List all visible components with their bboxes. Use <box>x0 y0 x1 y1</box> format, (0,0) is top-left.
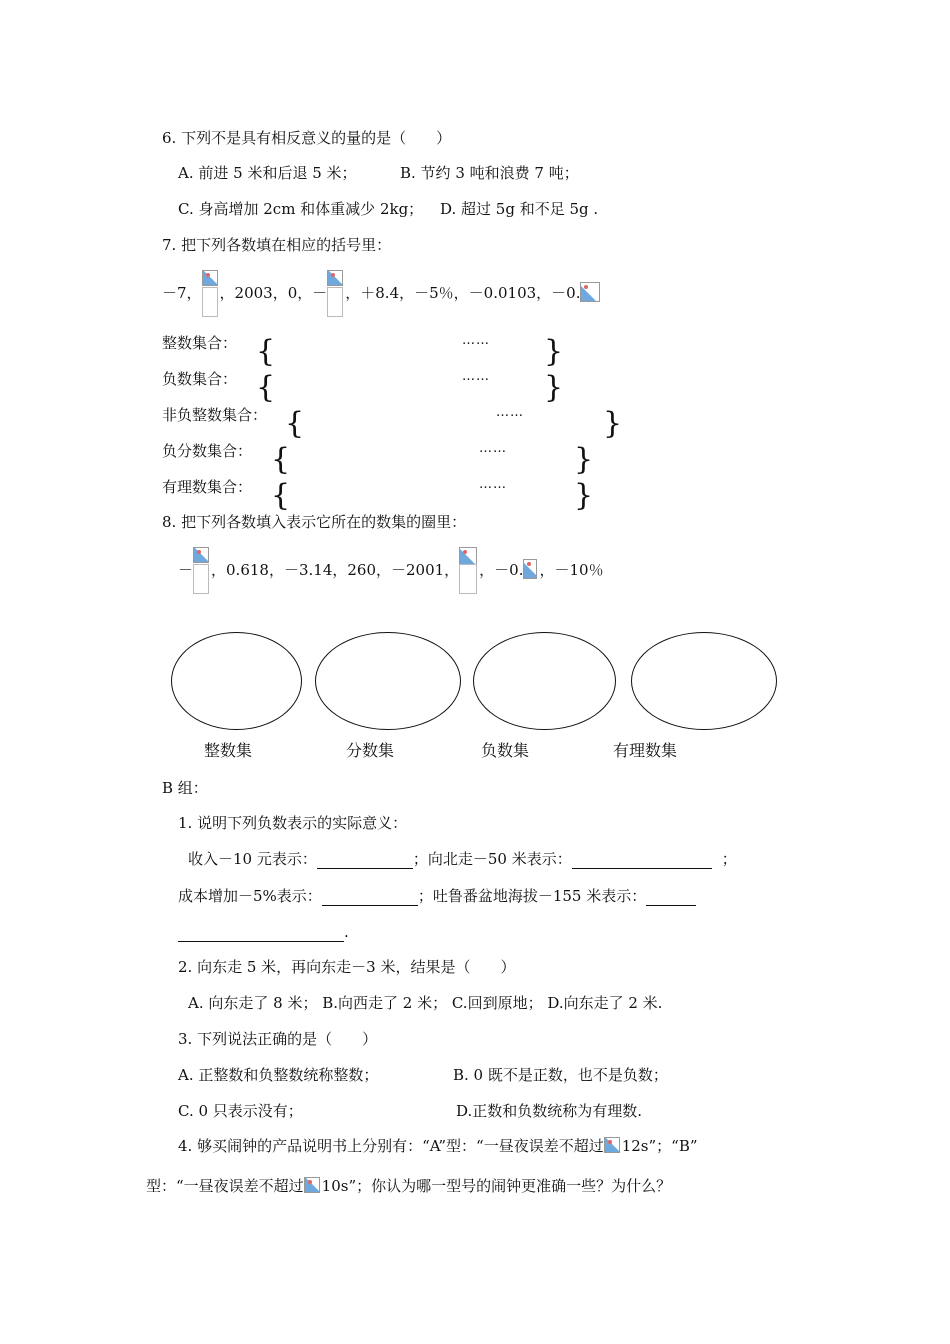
open-brace: { <box>256 370 276 405</box>
b-q1-text: ；吐鲁番盆地海拔－155 米表示： <box>417 887 647 905</box>
b-q4-line2 <box>146 1176 671 1196</box>
q8-num-part4: ，－10％ <box>539 561 604 579</box>
plus-minus-image-icon <box>304 1178 322 1196</box>
nonnegative-integer-set-label: 非负整数集合： <box>162 406 268 424</box>
rational-set-caption: 有理数集 <box>613 741 678 760</box>
answer-blank[interactable] <box>317 852 413 869</box>
open-brace: { <box>271 478 291 513</box>
close-brace: } <box>574 442 594 477</box>
q8-num-part2: ，0.618，－3.14，260，－2001， <box>211 561 460 579</box>
q7-number-list <box>162 283 602 304</box>
ellipsis-dots: …… <box>479 477 507 492</box>
fraction-set-caption: 分数集 <box>346 741 395 760</box>
b-q3-option-b: B. 0 既不是正数，也不是负数； <box>453 1066 668 1084</box>
b-q4-line1 <box>178 1136 698 1156</box>
b-q3-option-c: C. 0 只表示没有； <box>178 1102 303 1120</box>
q6-option-b: B. 节约 3 吨和浪费 7 吨； <box>400 164 579 182</box>
b-q2-options: A. 向东走了 8 米； B.向西走了 2 米； C.回到原地； D.向东走了 2 米. <box>188 994 663 1012</box>
fraction-set-circle <box>315 632 461 730</box>
ellipsis-dots: …… <box>496 405 524 420</box>
plus-minus-image-icon <box>604 1138 622 1156</box>
b-q1-text: ；向北走－50 米表示： <box>412 850 572 868</box>
b-q1-stem: 1. 说明下列负数表示的实际意义： <box>178 814 408 832</box>
integer-set-label: 整数集合： <box>162 334 238 352</box>
repeating-decimal-image-icon <box>523 561 539 581</box>
rational-set-label: 有理数集合： <box>162 478 253 496</box>
q7-num-part2: ，2003，0，－ <box>219 284 328 302</box>
close-brace: } <box>603 406 623 441</box>
open-brace: { <box>271 442 291 477</box>
q8-num-part1: － <box>178 561 194 579</box>
q7-num-part3: ，＋8.4，－5％，－0.0103，－0. <box>345 284 581 302</box>
ellipsis-dots: …… <box>462 333 490 348</box>
b-q1-text: 成本增加－5%表示： <box>178 887 322 905</box>
negative-set-caption: 负数集 <box>481 741 530 760</box>
ellipsis-dots: …… <box>462 369 490 384</box>
q8-num-part3: ，－0. <box>479 561 524 579</box>
fraction-image-icon <box>202 284 220 304</box>
b-q1-text: . <box>344 923 349 941</box>
b-q1-line2 <box>178 886 696 906</box>
negative-set-circle <box>473 632 616 730</box>
answer-blank[interactable] <box>646 889 696 906</box>
b-q3-option-d: D.正数和负数统称为有理数. <box>456 1102 643 1120</box>
answer-blank[interactable] <box>572 852 712 869</box>
q8-number-list <box>178 560 604 581</box>
b-q1-line3 <box>178 922 349 942</box>
close-brace: } <box>544 334 564 369</box>
answer-blank[interactable] <box>322 889 418 906</box>
q8-stem: 8. 把下列各数填入表示它所在的数集的圈里： <box>162 513 467 531</box>
answer-blank[interactable] <box>178 925 344 942</box>
b-q3-option-a: A. 正整数和负整数统称整数； <box>178 1066 379 1084</box>
close-brace: } <box>574 478 594 513</box>
negative-fraction-set-label: 负分数集合： <box>162 442 253 460</box>
fraction-image-icon <box>459 561 479 581</box>
b-q4-text: 型：“一昼夜误差不超过 <box>146 1177 304 1195</box>
b-q2-stem: 2. 向东走 5 米，再向东走－3 米，结果是（ ） <box>178 958 516 976</box>
q7-num-part1: －7， <box>162 284 202 302</box>
b-q3-stem: 3. 下列说法正确的是（ ） <box>178 1030 378 1048</box>
repeating-decimal-image-icon <box>580 284 602 304</box>
group-b-title: B 组： <box>162 779 208 797</box>
q6-option-c: C. 身高增加 2cm 和体重减少 2kg； <box>178 200 424 218</box>
b-q4-text: 4. 够买闹钟的产品说明书上分别有：“A”型：“一昼夜误差不超过 <box>178 1137 604 1155</box>
open-brace: { <box>285 406 305 441</box>
q6-stem: 6. 下列不是具有相反意义的量的是（ ） <box>162 129 452 147</box>
b-q4-text: 12s”；“B” <box>621 1137 698 1155</box>
b-q1-text: ； <box>721 850 737 868</box>
close-brace: } <box>544 370 564 405</box>
rational-set-circle <box>631 632 777 730</box>
integer-set-circle <box>171 632 302 730</box>
b-q1-line1 <box>188 849 737 869</box>
q6-option-d: D. 超过 5g 和不足 5g . <box>440 200 599 218</box>
q7-stem: 7. 把下列各数填在相应的括号里： <box>162 236 392 254</box>
integer-set-caption: 整数集 <box>204 741 253 760</box>
b-q4-text: 10s”；你认为哪一型号的闹钟更准确一些？为什么？ <box>321 1177 672 1195</box>
fraction-image-icon <box>327 284 345 304</box>
ellipsis-dots: …… <box>479 441 507 456</box>
negative-set-label: 负数集合： <box>162 370 238 388</box>
q6-option-a: A. 前进 5 米和后退 5 米； <box>178 164 357 182</box>
fraction-image-icon <box>193 561 211 581</box>
open-brace: { <box>256 334 276 369</box>
b-q1-text: 收入－10 元表示： <box>188 850 317 868</box>
